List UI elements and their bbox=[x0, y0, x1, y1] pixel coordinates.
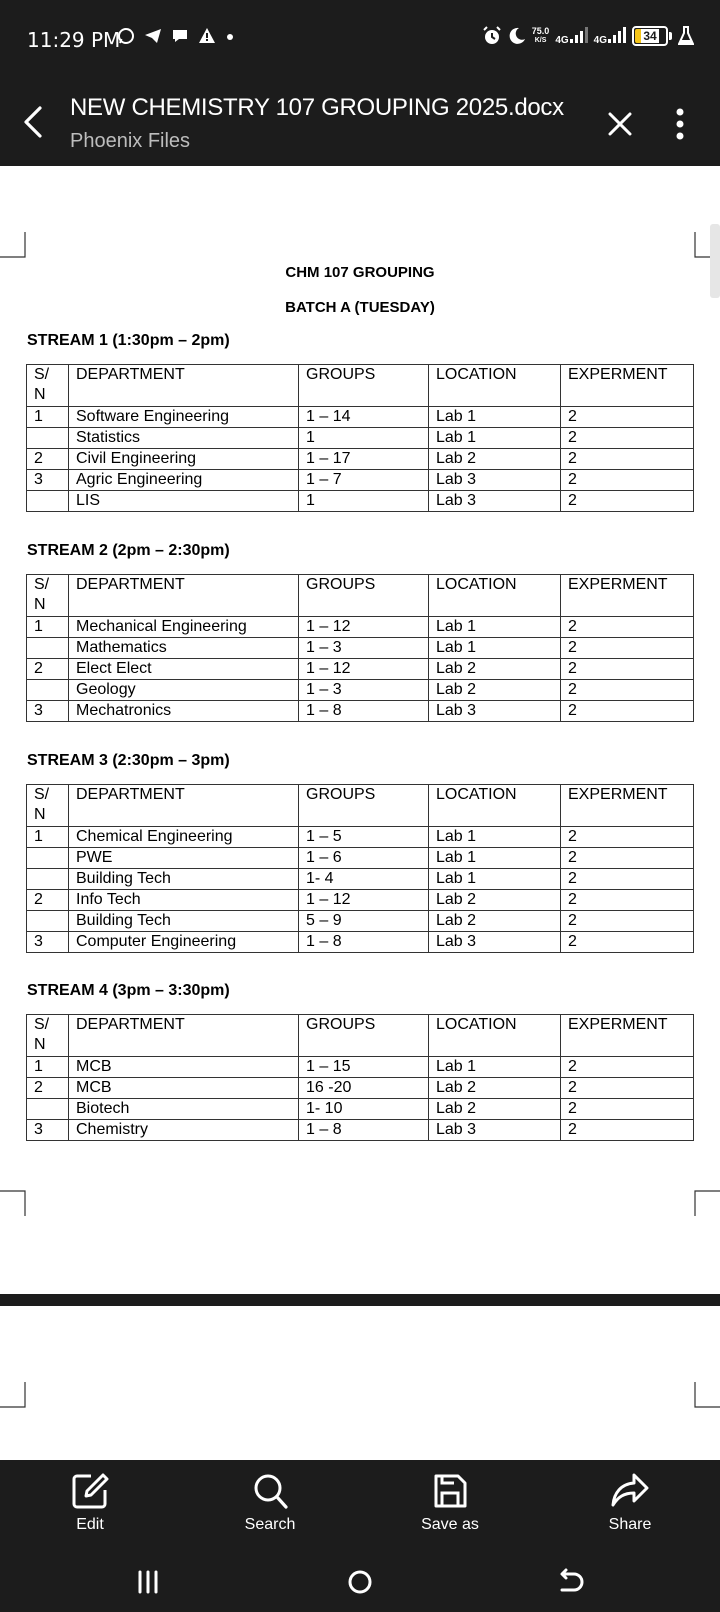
cell-experiment: 2 bbox=[561, 680, 694, 701]
column-header-groups: GROUPS bbox=[299, 365, 429, 407]
cell-groups: 1 bbox=[299, 491, 429, 512]
back-arrow-icon[interactable] bbox=[16, 100, 56, 144]
cell-experiment: 2 bbox=[561, 428, 694, 449]
signal-2: 4G bbox=[594, 27, 626, 46]
cell-department: Software Engineering bbox=[69, 407, 299, 428]
cell-location: Lab 3 bbox=[429, 701, 561, 722]
cell-department: Biotech bbox=[69, 1099, 299, 1120]
column-header-experiment: EXPERMENT bbox=[561, 365, 694, 407]
cell-location: Lab 1 bbox=[429, 827, 561, 848]
table-header-row bbox=[27, 785, 694, 827]
column-header-sn: S/ N bbox=[27, 575, 69, 617]
cell-sn bbox=[27, 1099, 69, 1120]
battery-icon: 34 bbox=[632, 26, 668, 46]
cell-groups: 1 – 3 bbox=[299, 638, 429, 659]
signal-bars-icon bbox=[608, 27, 626, 43]
cell-department: Mathematics bbox=[69, 638, 299, 659]
cell-experiment: 2 bbox=[561, 890, 694, 911]
cell-experiment: 2 bbox=[561, 911, 694, 932]
table-row bbox=[27, 932, 694, 953]
table-row bbox=[27, 617, 694, 638]
table-row bbox=[27, 638, 694, 659]
dot-icon bbox=[225, 27, 235, 45]
table-row bbox=[27, 701, 694, 722]
battery-tip bbox=[669, 32, 672, 40]
cell-department: Mechanical Engineering bbox=[69, 617, 299, 638]
back-icon[interactable] bbox=[550, 1564, 590, 1600]
cell-groups: 1- 10 bbox=[299, 1099, 429, 1120]
save-as-button[interactable]: Save as bbox=[390, 1472, 510, 1534]
table-row bbox=[27, 470, 694, 491]
cell-groups: 1 – 6 bbox=[299, 848, 429, 869]
table-row bbox=[27, 827, 694, 848]
cell-location: Lab 2 bbox=[429, 659, 561, 680]
column-header-location: LOCATION bbox=[429, 575, 561, 617]
table-row bbox=[27, 1057, 694, 1078]
stream-title: STREAM 4 (3pm – 3:30pm) bbox=[27, 982, 230, 999]
stream-table bbox=[26, 1014, 694, 1141]
stream-table bbox=[26, 574, 694, 722]
cell-location: Lab 1 bbox=[429, 1057, 561, 1078]
cell-experiment: 2 bbox=[561, 701, 694, 722]
signal-bars-icon bbox=[570, 27, 588, 43]
cell-experiment: 2 bbox=[561, 1057, 694, 1078]
column-header-groups: GROUPS bbox=[299, 785, 429, 827]
page-corner-mark bbox=[0, 1382, 26, 1408]
cell-department: PWE bbox=[69, 848, 299, 869]
cell-groups: 1- 4 bbox=[299, 869, 429, 890]
cell-location: Lab 2 bbox=[429, 1078, 561, 1099]
table-header-row bbox=[27, 575, 694, 617]
column-header-groups: GROUPS bbox=[299, 1015, 429, 1057]
cell-groups: 16 -20 bbox=[299, 1078, 429, 1099]
table-row bbox=[27, 428, 694, 449]
stream-title: STREAM 1 (1:30pm – 2pm) bbox=[27, 332, 230, 349]
cell-groups: 1 – 8 bbox=[299, 932, 429, 953]
cell-department: Geology bbox=[69, 680, 299, 701]
cell-sn bbox=[27, 680, 69, 701]
stream-title: STREAM 3 (2:30pm – 3pm) bbox=[27, 752, 230, 769]
cell-location: Lab 1 bbox=[429, 869, 561, 890]
bottom-action-bar bbox=[0, 1460, 720, 1612]
column-header-experiment: EXPERMENT bbox=[561, 1015, 694, 1057]
cell-department: Building Tech bbox=[69, 911, 299, 932]
cell-experiment: 2 bbox=[561, 491, 694, 512]
chat-icon bbox=[171, 27, 189, 45]
document-title: NEW CHEMISTRY 107 GROUPING 2025.docx bbox=[70, 94, 564, 121]
cell-department: Elect Elect bbox=[69, 659, 299, 680]
table-row bbox=[27, 848, 694, 869]
column-header-experiment: EXPERMENT bbox=[561, 785, 694, 827]
more-options-icon[interactable] bbox=[664, 102, 696, 146]
status-right bbox=[482, 26, 694, 46]
cell-experiment: 2 bbox=[561, 932, 694, 953]
table-row bbox=[27, 659, 694, 680]
telegram-icon bbox=[144, 27, 162, 45]
cell-groups: 1 – 5 bbox=[299, 827, 429, 848]
cell-groups: 1 bbox=[299, 428, 429, 449]
app-bar bbox=[0, 78, 720, 166]
cell-groups: 1 – 12 bbox=[299, 617, 429, 638]
cell-sn bbox=[27, 491, 69, 512]
cell-sn bbox=[27, 428, 69, 449]
edit-icon bbox=[71, 1472, 109, 1510]
cell-groups: 5 – 9 bbox=[299, 911, 429, 932]
page-corner-mark bbox=[0, 232, 26, 258]
notification-icons bbox=[117, 27, 235, 45]
cell-groups: 1 – 12 bbox=[299, 890, 429, 911]
cell-department: Agric Engineering bbox=[69, 470, 299, 491]
document-viewer[interactable] bbox=[0, 166, 720, 1460]
cell-location: Lab 1 bbox=[429, 407, 561, 428]
cell-sn: 3 bbox=[27, 1120, 69, 1141]
search-icon bbox=[251, 1472, 289, 1510]
cell-experiment: 2 bbox=[561, 470, 694, 491]
cell-location: Lab 1 bbox=[429, 638, 561, 659]
recents-icon[interactable] bbox=[130, 1564, 170, 1600]
cell-experiment: 2 bbox=[561, 617, 694, 638]
cell-sn: 2 bbox=[27, 1078, 69, 1099]
cell-location: Lab 3 bbox=[429, 491, 561, 512]
cell-location: Lab 1 bbox=[429, 848, 561, 869]
whatsapp-icon bbox=[117, 27, 135, 45]
cell-department: MCB bbox=[69, 1057, 299, 1078]
cell-sn: 1 bbox=[27, 1057, 69, 1078]
table-row bbox=[27, 680, 694, 701]
table-row bbox=[27, 491, 694, 512]
stream-table bbox=[26, 784, 694, 953]
cell-experiment: 2 bbox=[561, 827, 694, 848]
page-corner-mark bbox=[694, 1382, 720, 1408]
column-header-location: LOCATION bbox=[429, 785, 561, 827]
stream-title: STREAM 2 (2pm – 2:30pm) bbox=[27, 542, 230, 559]
cell-department: Chemical Engineering bbox=[69, 827, 299, 848]
cell-experiment: 2 bbox=[561, 638, 694, 659]
moon-icon bbox=[508, 27, 526, 45]
column-header-location: LOCATION bbox=[429, 1015, 561, 1057]
cell-experiment: 2 bbox=[561, 848, 694, 869]
status-bar bbox=[0, 0, 720, 78]
cell-experiment: 2 bbox=[561, 449, 694, 470]
document-source: Phoenix Files bbox=[70, 130, 191, 152]
table-row bbox=[27, 1078, 694, 1099]
column-header-location: LOCATION bbox=[429, 365, 561, 407]
table-row bbox=[27, 1120, 694, 1141]
cell-sn: 1 bbox=[27, 617, 69, 638]
cell-sn: 3 bbox=[27, 701, 69, 722]
column-header-sn: S/ N bbox=[27, 785, 69, 827]
cell-location: Lab 1 bbox=[429, 428, 561, 449]
share-button[interactable]: Share bbox=[570, 1472, 690, 1534]
scrollbar-thumb[interactable] bbox=[710, 224, 720, 298]
cell-location: Lab 2 bbox=[429, 911, 561, 932]
flask-icon bbox=[678, 26, 694, 46]
table-row bbox=[27, 869, 694, 890]
batch-heading: BATCH A (TUESDAY) bbox=[285, 299, 435, 316]
cell-sn bbox=[27, 869, 69, 890]
cell-location: Lab 2 bbox=[429, 680, 561, 701]
table-row bbox=[27, 1099, 694, 1120]
cell-sn: 2 bbox=[27, 659, 69, 680]
edit-button[interactable]: Edit bbox=[30, 1472, 150, 1534]
cell-department: Computer Engineering bbox=[69, 932, 299, 953]
table-row bbox=[27, 407, 694, 428]
cell-groups: 1 – 7 bbox=[299, 470, 429, 491]
cell-location: Lab 2 bbox=[429, 1099, 561, 1120]
column-header-department: DEPARTMENT bbox=[69, 365, 299, 407]
column-header-experiment: EXPERMENT bbox=[561, 575, 694, 617]
cell-department: Building Tech bbox=[69, 869, 299, 890]
column-header-groups: GROUPS bbox=[299, 575, 429, 617]
cell-location: Lab 3 bbox=[429, 1120, 561, 1141]
cell-sn: 2 bbox=[27, 890, 69, 911]
page-corner-mark bbox=[0, 1190, 26, 1216]
cell-department: Mechatronics bbox=[69, 701, 299, 722]
alarm-icon bbox=[482, 26, 502, 46]
table-row bbox=[27, 449, 694, 470]
close-icon[interactable] bbox=[600, 104, 640, 144]
cell-groups: 1 – 8 bbox=[299, 1120, 429, 1141]
cell-sn: 2 bbox=[27, 449, 69, 470]
cell-experiment: 2 bbox=[561, 1120, 694, 1141]
cell-groups: 1 – 8 bbox=[299, 701, 429, 722]
cell-groups: 1 – 17 bbox=[299, 449, 429, 470]
cell-department: Chemistry bbox=[69, 1120, 299, 1141]
cell-department: LIS bbox=[69, 491, 299, 512]
save-icon bbox=[431, 1472, 469, 1510]
cell-location: Lab 1 bbox=[429, 617, 561, 638]
table-row bbox=[27, 890, 694, 911]
cell-sn bbox=[27, 848, 69, 869]
page-corner-mark bbox=[694, 1190, 720, 1216]
cell-sn: 3 bbox=[27, 932, 69, 953]
cell-groups: 1 – 15 bbox=[299, 1057, 429, 1078]
page-separator bbox=[0, 1294, 720, 1306]
cell-department: Statistics bbox=[69, 428, 299, 449]
net-speed: 75.0 K/S bbox=[531, 26, 550, 44]
table-header-row bbox=[27, 365, 694, 407]
warning-icon bbox=[198, 27, 216, 45]
column-header-sn: S/ N bbox=[27, 365, 69, 407]
cell-location: Lab 3 bbox=[429, 470, 561, 491]
cell-groups: 1 – 3 bbox=[299, 680, 429, 701]
cell-location: Lab 2 bbox=[429, 890, 561, 911]
cell-department: Info Tech bbox=[69, 890, 299, 911]
column-header-sn: S/ N bbox=[27, 1015, 69, 1057]
cell-experiment: 2 bbox=[561, 1078, 694, 1099]
cell-groups: 1 – 12 bbox=[299, 659, 429, 680]
stream-table bbox=[26, 364, 694, 512]
cell-experiment: 2 bbox=[561, 869, 694, 890]
cell-department: MCB bbox=[69, 1078, 299, 1099]
cell-department: Civil Engineering bbox=[69, 449, 299, 470]
column-header-department: DEPARTMENT bbox=[69, 575, 299, 617]
cell-experiment: 2 bbox=[561, 407, 694, 428]
column-header-department: DEPARTMENT bbox=[69, 1015, 299, 1057]
status-time: 11:29 PM bbox=[27, 28, 121, 52]
cell-sn bbox=[27, 911, 69, 932]
share-icon bbox=[610, 1472, 650, 1510]
cell-experiment: 2 bbox=[561, 659, 694, 680]
table-row bbox=[27, 911, 694, 932]
document-heading: CHM 107 GROUPING bbox=[285, 264, 435, 281]
column-header-department: DEPARTMENT bbox=[69, 785, 299, 827]
cell-sn: 1 bbox=[27, 407, 69, 428]
home-icon[interactable] bbox=[340, 1564, 380, 1600]
cell-sn: 1 bbox=[27, 827, 69, 848]
signal-1: 4G bbox=[555, 27, 587, 46]
cell-sn bbox=[27, 638, 69, 659]
search-button[interactable]: Search bbox=[210, 1472, 330, 1534]
cell-sn: 3 bbox=[27, 470, 69, 491]
cell-groups: 1 – 14 bbox=[299, 407, 429, 428]
cell-experiment: 2 bbox=[561, 1099, 694, 1120]
table-header-row bbox=[27, 1015, 694, 1057]
cell-location: Lab 3 bbox=[429, 932, 561, 953]
cell-location: Lab 2 bbox=[429, 449, 561, 470]
